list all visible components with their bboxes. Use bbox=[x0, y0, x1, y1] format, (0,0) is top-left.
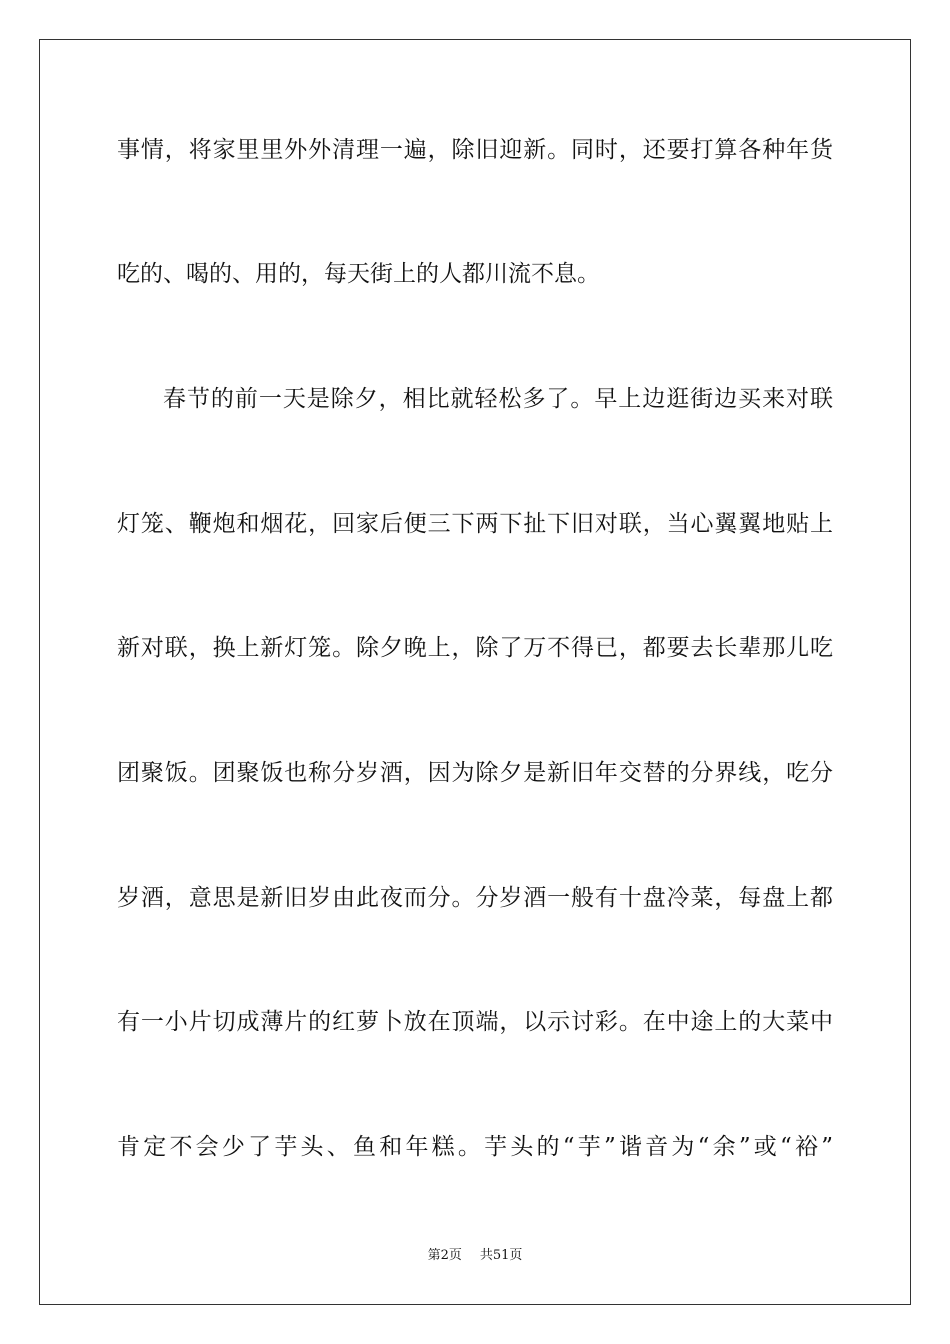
text-line: 灯笼、鞭炮和烟花，回家后便三下两下扯下旧对联，当心翼翼地贴上 bbox=[117, 511, 833, 537]
text-line: 团聚饭。团聚饭也称分岁酒，因为除夕是新旧年交替的分界线，吃分 bbox=[117, 760, 833, 786]
page-footer bbox=[0, 1247, 950, 1265]
text-line: 春节的前一天是除夕，相比就轻松多了。早上边逛街边买来对联 bbox=[163, 386, 833, 412]
text-line: 肯定不会少了芋头、鱼和年糕。芋头的“芋”谐音为“余”或“裕” bbox=[117, 1134, 833, 1160]
text-line: 有一小片切成薄片的红萝卜放在顶端，以示讨彩。在中途上的大菜中 bbox=[117, 1009, 833, 1035]
page-border bbox=[39, 39, 911, 1305]
text-line: 岁酒，意思是新旧岁由此夜而分。分岁酒一般有十盘冷菜，每盘上都 bbox=[117, 885, 833, 911]
page-number: 第2页 bbox=[427, 1248, 462, 1263]
page-total: 共51页 bbox=[479, 1248, 523, 1263]
text-line: 新对联，换上新灯笼。除夕晚上，除了万不得已，都要去长辈那儿吃 bbox=[117, 635, 833, 661]
text-line: 吃的、喝的、用的，每天街上的人都川流不息。 bbox=[117, 261, 600, 287]
text-line: 事情，将家里里外外清理一遍，除旧迎新。同时，还要打算各种年货 bbox=[117, 137, 833, 163]
